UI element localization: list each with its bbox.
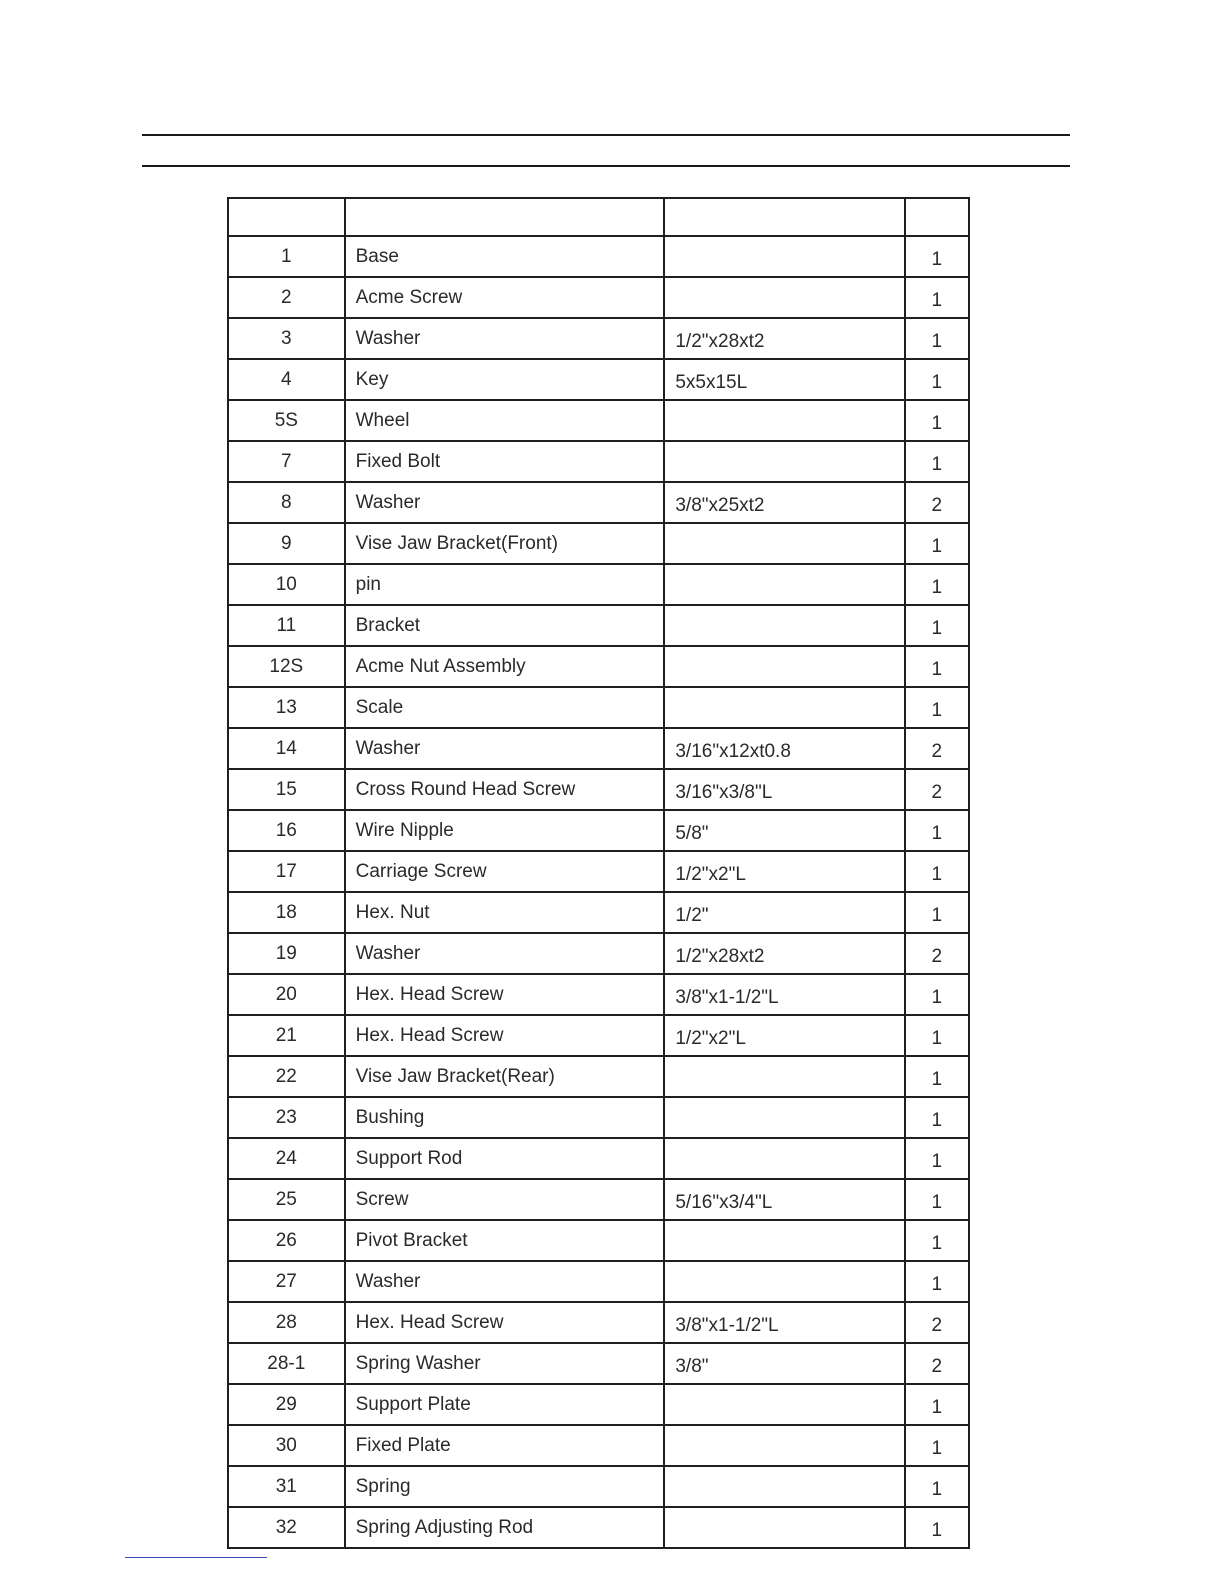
part-spec-cell: 3/8"x1-1/2"L [664, 1302, 904, 1343]
part-quantity-cell: 1 [905, 1179, 969, 1220]
part-number-cell: 9 [228, 523, 345, 564]
table-row [228, 769, 969, 810]
part-description-cell: Spring [345, 1466, 665, 1507]
part-number-cell: 12S [228, 646, 345, 687]
part-number-cell: 18 [228, 892, 345, 933]
part-number-cell: 1 [228, 236, 345, 277]
part-description-cell: Screw [345, 1179, 665, 1220]
table-row [228, 523, 969, 564]
part-number-cell: 4 [228, 359, 345, 400]
part-quantity-cell: 1 [905, 810, 969, 851]
part-spec-cell: 5x5x15L [664, 359, 904, 400]
part-spec-cell: 1/2"x2"L [664, 1015, 904, 1056]
part-spec-cell: 3/16"x12xt0.8 [664, 728, 904, 769]
part-spec-cell [664, 236, 904, 277]
part-description-cell: Base [345, 236, 665, 277]
part-quantity-cell: 1 [905, 1138, 969, 1179]
part-description-cell: Wire Nipple [345, 810, 665, 851]
table-row [228, 1179, 969, 1220]
part-description-cell: Spring Washer [345, 1343, 665, 1384]
part-description-cell: Washer [345, 482, 665, 523]
table-row [228, 892, 969, 933]
part-quantity-cell: 1 [905, 236, 969, 277]
table-row [228, 1138, 969, 1179]
table-row [228, 1384, 969, 1425]
part-number-cell: 5S [228, 400, 345, 441]
header-quantity [905, 198, 969, 236]
table-row [228, 1302, 969, 1343]
part-quantity-cell: 1 [905, 1015, 969, 1056]
table-row [228, 687, 969, 728]
part-quantity-cell: 1 [905, 523, 969, 564]
part-description-cell: Hex. Head Screw [345, 974, 665, 1015]
table-row [228, 974, 969, 1015]
part-number-cell: 32 [228, 1507, 345, 1548]
part-description-cell: Hex. Head Screw [345, 1015, 665, 1056]
part-description-cell: Support Plate [345, 1384, 665, 1425]
part-number-cell: 10 [228, 564, 345, 605]
part-description-cell: Carriage Screw [345, 851, 665, 892]
part-number-cell: 19 [228, 933, 345, 974]
part-number-cell: 3 [228, 318, 345, 359]
part-quantity-cell: 1 [905, 1056, 969, 1097]
table-row [228, 1097, 969, 1138]
part-quantity-cell: 1 [905, 1097, 969, 1138]
part-spec-cell: 1/2"x28xt2 [664, 318, 904, 359]
part-spec-cell [664, 1138, 904, 1179]
part-quantity-cell: 1 [905, 359, 969, 400]
part-description-cell: Cross Round Head Screw [345, 769, 665, 810]
part-number-cell: 20 [228, 974, 345, 1015]
part-quantity-cell: 1 [905, 277, 969, 318]
part-number-cell: 25 [228, 1179, 345, 1220]
part-quantity-cell: 1 [905, 1425, 969, 1466]
part-number-cell: 21 [228, 1015, 345, 1056]
part-spec-cell [664, 441, 904, 482]
part-spec-cell [664, 1097, 904, 1138]
part-number-cell: 30 [228, 1425, 345, 1466]
header-specification [664, 198, 904, 236]
part-description-cell: pin [345, 564, 665, 605]
table-row [228, 318, 969, 359]
table-row [228, 400, 969, 441]
part-spec-cell: 5/16"x3/4"L [664, 1179, 904, 1220]
header-part-no [228, 198, 345, 236]
table-row [228, 1343, 969, 1384]
part-spec-cell [664, 1384, 904, 1425]
part-description-cell: Hex. Nut [345, 892, 665, 933]
part-description-cell: Fixed Plate [345, 1425, 665, 1466]
part-number-cell: 23 [228, 1097, 345, 1138]
part-spec-cell [664, 605, 904, 646]
part-quantity-cell: 1 [905, 605, 969, 646]
header-rule-bottom [142, 165, 1070, 167]
part-number-cell: 29 [228, 1384, 345, 1425]
part-spec-cell: 1/2"x2"L [664, 851, 904, 892]
parts-list-table [227, 197, 970, 1549]
part-quantity-cell: 1 [905, 1220, 969, 1261]
table-row [228, 605, 969, 646]
part-spec-cell: 5/8" [664, 810, 904, 851]
table-header-row [228, 198, 969, 236]
part-description-cell: Fixed Bolt [345, 441, 665, 482]
table-row [228, 1056, 969, 1097]
part-quantity-cell: 1 [905, 646, 969, 687]
part-description-cell: Bushing [345, 1097, 665, 1138]
part-quantity-cell: 1 [905, 1507, 969, 1548]
part-description-cell: Washer [345, 1261, 665, 1302]
table-row [228, 1261, 969, 1302]
part-spec-cell: 3/8" [664, 1343, 904, 1384]
part-description-cell: Vise Jaw Bracket(Front) [345, 523, 665, 564]
table-row [228, 277, 969, 318]
table-row [228, 1507, 969, 1548]
table-row [228, 482, 969, 523]
part-description-cell: Scale [345, 687, 665, 728]
part-number-cell: 2 [228, 277, 345, 318]
part-description-cell: Support Rod [345, 1138, 665, 1179]
part-number-cell: 28 [228, 1302, 345, 1343]
part-number-cell: 15 [228, 769, 345, 810]
part-number-cell: 26 [228, 1220, 345, 1261]
part-spec-cell [664, 400, 904, 441]
part-quantity-cell: 2 [905, 482, 969, 523]
part-quantity-cell: 1 [905, 974, 969, 1015]
part-quantity-cell: 1 [905, 564, 969, 605]
part-quantity-cell: 2 [905, 1343, 969, 1384]
part-quantity-cell: 1 [905, 1261, 969, 1302]
table-row [228, 933, 969, 974]
table-row [228, 646, 969, 687]
part-number-cell: 14 [228, 728, 345, 769]
part-spec-cell: 3/16"x3/8"L [664, 769, 904, 810]
part-description-cell: Vise Jaw Bracket(Rear) [345, 1056, 665, 1097]
part-quantity-cell: 1 [905, 318, 969, 359]
part-spec-cell [664, 277, 904, 318]
part-quantity-cell: 1 [905, 441, 969, 482]
part-number-cell: 8 [228, 482, 345, 523]
part-quantity-cell: 1 [905, 1466, 969, 1507]
table-row [228, 810, 969, 851]
part-description-cell: Wheel [345, 400, 665, 441]
header-rule-top [142, 134, 1070, 136]
part-spec-cell [664, 1507, 904, 1548]
part-spec-cell [664, 564, 904, 605]
part-number-cell: 27 [228, 1261, 345, 1302]
part-number-cell: 24 [228, 1138, 345, 1179]
part-number-cell: 31 [228, 1466, 345, 1507]
header-description [345, 198, 665, 236]
part-number-cell: 17 [228, 851, 345, 892]
part-spec-cell: 3/8"x25xt2 [664, 482, 904, 523]
part-description-cell: Hex. Head Screw [345, 1302, 665, 1343]
part-spec-cell [664, 1261, 904, 1302]
part-description-cell: Acme Nut Assembly [345, 646, 665, 687]
part-quantity-cell: 2 [905, 933, 969, 974]
part-quantity-cell: 2 [905, 1302, 969, 1343]
part-quantity-cell: 1 [905, 851, 969, 892]
table-row [228, 441, 969, 482]
part-number-cell: 13 [228, 687, 345, 728]
part-number-cell: 22 [228, 1056, 345, 1097]
table-row [228, 851, 969, 892]
part-description-cell: Key [345, 359, 665, 400]
part-quantity-cell: 1 [905, 1384, 969, 1425]
table-row [228, 1425, 969, 1466]
part-number-cell: 28-1 [228, 1343, 345, 1384]
part-quantity-cell: 1 [905, 400, 969, 441]
part-quantity-cell: 2 [905, 728, 969, 769]
part-description-cell: Spring Adjusting Rod [345, 1507, 665, 1548]
table-row [228, 1220, 969, 1261]
table-row [228, 1466, 969, 1507]
part-description-cell: Bracket [345, 605, 665, 646]
part-description-cell: Washer [345, 728, 665, 769]
part-spec-cell [664, 687, 904, 728]
part-quantity-cell: 1 [905, 687, 969, 728]
table-row [228, 564, 969, 605]
part-number-cell: 16 [228, 810, 345, 851]
part-description-cell: Pivot Bracket [345, 1220, 665, 1261]
part-description-cell: Acme Screw [345, 277, 665, 318]
table-row [228, 236, 969, 277]
part-spec-cell: 3/8"x1-1/2"L [664, 974, 904, 1015]
table-row [228, 359, 969, 400]
part-quantity-cell: 1 [905, 892, 969, 933]
part-number-cell: 7 [228, 441, 345, 482]
table-row [228, 728, 969, 769]
part-quantity-cell: 2 [905, 769, 969, 810]
part-spec-cell: 1/2" [664, 892, 904, 933]
part-description-cell: Washer [345, 318, 665, 359]
part-spec-cell [664, 646, 904, 687]
part-description-cell: Washer [345, 933, 665, 974]
table-row [228, 1015, 969, 1056]
part-spec-cell [664, 523, 904, 564]
part-spec-cell [664, 1425, 904, 1466]
part-spec-cell [664, 1220, 904, 1261]
part-spec-cell [664, 1466, 904, 1507]
part-spec-cell [664, 1056, 904, 1097]
footer-link-underline [125, 1557, 267, 1558]
part-number-cell: 11 [228, 605, 345, 646]
part-spec-cell: 1/2"x28xt2 [664, 933, 904, 974]
